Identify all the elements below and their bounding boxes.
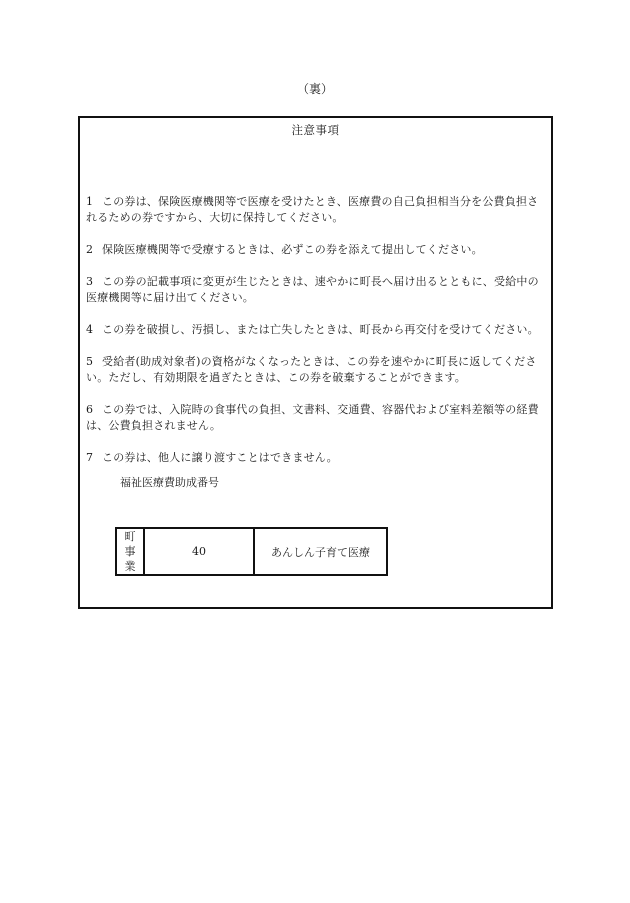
- notice-item-text: この券を破損し、汚損し、または亡失したときは、町長から再交付を受けてください。: [102, 323, 539, 336]
- notice-item-text: 受給者(助成対象者)の資格がなくなったときは、この券を速やかに町長に返してください。ただし、有効期限を過ぎたときは、この券を破棄することができます。: [86, 355, 537, 384]
- notice-item-number: 4: [86, 323, 94, 336]
- notice-item-6: [86, 402, 548, 434]
- category-char: 事: [124, 545, 136, 558]
- notice-item-number: 6: [86, 403, 94, 416]
- notice-item-number: 3: [86, 275, 94, 288]
- category-char: 業: [124, 560, 136, 573]
- subsidy-table: [115, 527, 388, 576]
- notice-item-1: [86, 194, 548, 226]
- notice-item-number: 7: [86, 451, 94, 464]
- notice-item-text: この券では、入院時の食事代の負担、文書料、交通費、容器代および室料差額等の経費は、公費負担されません。: [86, 403, 539, 432]
- notice-item-5: [86, 354, 548, 386]
- notice-item-text: 保険医療機関等で受療するときは、必ずこの券を添えて提出してください。: [102, 243, 483, 256]
- notice-item-4: [86, 322, 548, 338]
- page-heading: （裏）: [296, 82, 333, 96]
- subsidy-name-cell: あんしん子育て医療: [254, 528, 387, 575]
- notice-item-number: 5: [86, 355, 94, 368]
- notice-item-text: この券の記載事項に変更が生じたときは、速やかに町長へ届け出るとともに、受給中の医療機関等に届け出てください。: [86, 275, 539, 304]
- notice-item-7: [86, 450, 548, 466]
- notice-box: [78, 116, 553, 609]
- notice-item-2: [86, 242, 548, 258]
- subsidy-number-cell: 40: [144, 528, 254, 575]
- notice-item-number: 2: [86, 243, 94, 256]
- notice-list: [86, 194, 548, 482]
- notice-title: 注意事項: [291, 123, 340, 137]
- notice-item-3: [86, 274, 548, 306]
- notice-item-number: 1: [86, 195, 94, 208]
- notice-item-text: この券は、他人に譲り渡すことはできません。: [102, 451, 338, 464]
- notice-item-text: この券は、保険医療機関等で医療を受けたとき、医療費の自己負担相当分を公費負担されるための券ですから、大切に保持してください。: [86, 195, 539, 224]
- subsidy-number-label: 福祉医療費助成番号: [120, 476, 219, 489]
- table-row: [116, 528, 387, 575]
- category-char: 町: [124, 530, 136, 543]
- category-cell: [116, 528, 144, 575]
